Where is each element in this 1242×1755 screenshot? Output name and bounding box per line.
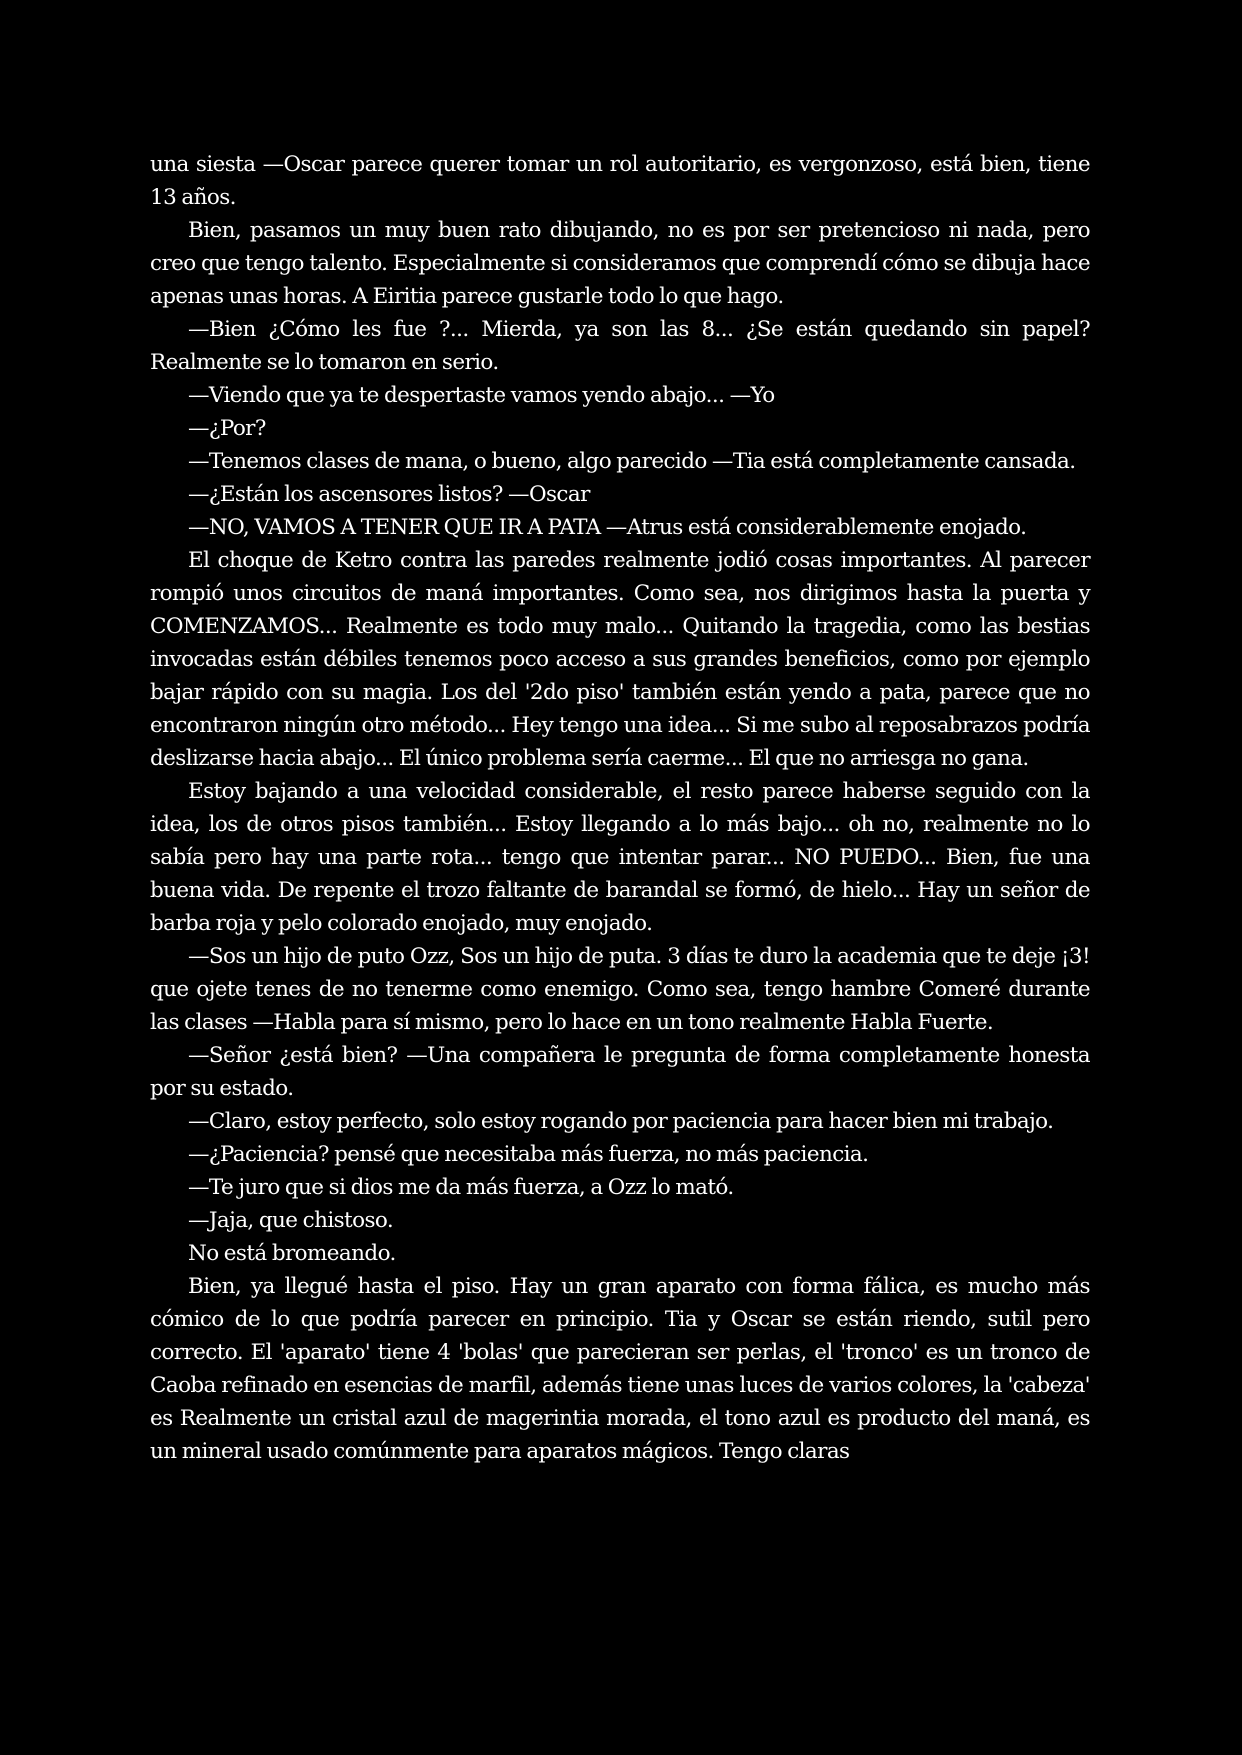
paragraph: —Señor ¿está bien? —Una compañera le pregunta de forma completamente honesta por su estado. <box>150 1043 1090 1101</box>
paragraph: —Te juro que si dios me da más fuerza, a Ozz lo mató. <box>188 1175 734 1200</box>
paragraph: Bien, ya llegué hasta el piso. Hay un gran aparato con forma fálica, es mucho más cómico de lo que podría parecer en principio. Tia y Oscar se están riendo, sutil pero correcto. El 'aparato' tiene 4 'bolas' que parecieran ser perlas, el 'tronco' es un tronco de Caoba refinado en esencias de marfil, además tiene unas luces de varios colores, la 'cabeza' es Realmente un cristal azul de magerintia morada, el tono azul es producto del maná, es un mineral usado comúnmente para aparatos mágicos. Tengo claras <box>150 1274 1090 1464</box>
paragraph: —Viendo que ya te despertaste vamos yendo abajo... —Yo <box>188 383 775 408</box>
paragraph: —NO, VAMOS A TENER QUE IR A PATA —Atrus está considerablemente enojado. <box>188 515 1027 540</box>
paragraph: Bien, pasamos un muy buen rato dibujando, no es por ser pretencioso ni nada, pero creo que tengo talento. Especialmente si consideramos que comprendí cómo se dibuja hace apenas unas horas. A Eiritia parece gustarle todo lo que hago. <box>150 218 1090 309</box>
paragraph: —Claro, estoy perfecto, solo estoy rogando por paciencia para hacer bien mi trabajo. <box>188 1109 1054 1134</box>
paragraph: Estoy bajando a una velocidad considerable, el resto parece haberse seguido con la idea, los de otros pisos también... Estoy llegando a lo más bajo... oh no, realmente no lo sabía pero hay una parte rota... tengo que intentar parar... NO PUEDO... Bien, fue una buena vida. De repente el trozo faltante de barandal se formó, de hielo... Hay un señor de barba roja y pelo colorado enojado, muy enojado. <box>150 779 1090 936</box>
paragraph: —Tenemos clases de mana, o bueno, algo parecido —Tia está completamente cansada. <box>188 449 1076 474</box>
paragraph: No está bromeando. <box>188 1241 396 1266</box>
paragraph: —Bien ¿Cómo les fue ?... Mierda, ya son las 8... ¿Se están quedando sin papel? Realmente se lo tomaron en serio. <box>150 317 1090 375</box>
paragraph: El choque de Ketro contra las paredes realmente jodió cosas importantes. Al parecer rompió unos circuitos de maná importantes. Como sea, nos dirigimos hasta la puerta y COMENZAMOS... Realmente es todo muy malo... Quitando la tragedia, como las bestias invocadas están débiles tenemos poco acceso a sus grandes beneficios, como por ejemplo bajar rápido con su magia. Los del '2do piso' también están yendo a pata, parece que no encontraron ningún otro método... Hey tengo una idea... Si me subo al reposabrazos podría deslizarse hacia abajo... El único problema sería caerme... El que no arriesga no gana. <box>150 548 1090 771</box>
paragraph: —¿Por? <box>188 416 266 441</box>
paragraph: —Jaja, que chistoso. <box>188 1208 394 1233</box>
paragraph: —Sos un hijo de puto Ozz, Sos un hijo de puta. 3 días te duro la academia que te deje ¡3! que ojete tenes de no tenerme como enemigo. Como sea, tengo hambre Comeré durante las clases —Habla para sí mismo, pero lo hace en un tono realmente Habla Fuerte. <box>150 944 1090 1035</box>
paragraph: —¿Paciencia? pensé que necesitaba más fuerza, no más paciencia. <box>188 1142 869 1167</box>
paragraph: —¿Están los ascensores listos? —Oscar <box>188 482 590 507</box>
page-text <box>150 148 1090 1468</box>
paragraph: una siesta —Oscar parece querer tomar un rol autoritario, es vergonzoso, está bien, tiene 13 años. <box>150 152 1090 210</box>
